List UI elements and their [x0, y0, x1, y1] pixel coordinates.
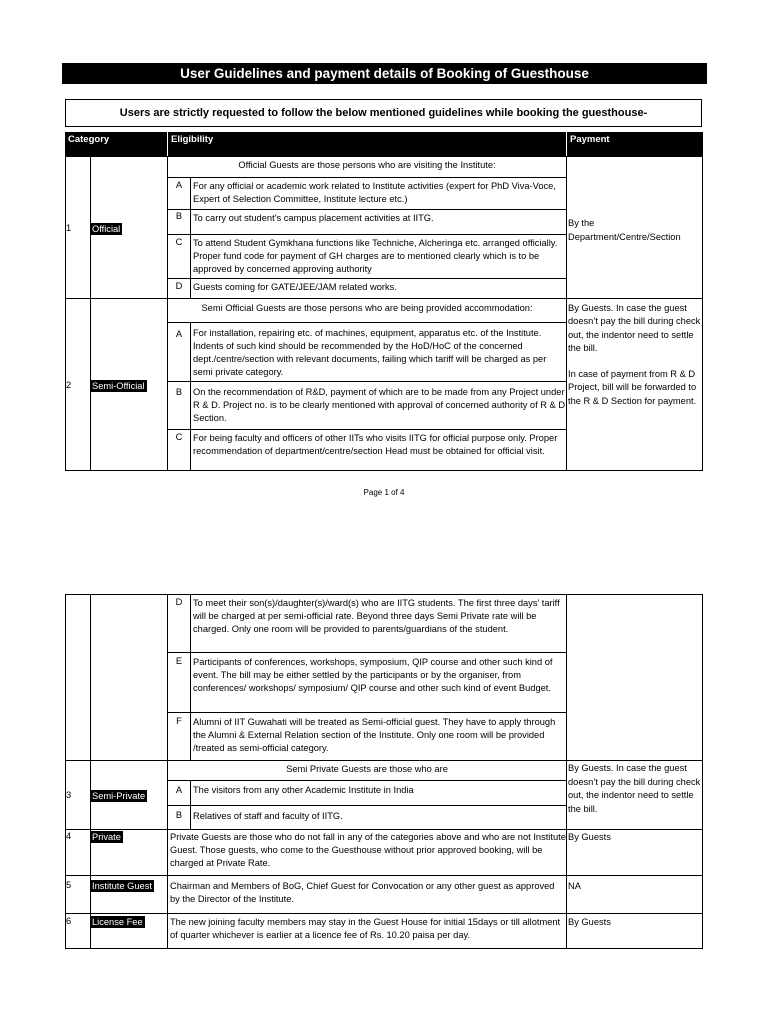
institute-guest-description: Chairman and Members of BoG, Chief Guest for Convocation or any other guest as approved by the Director of the Institute. — [167, 875, 567, 914]
license-fee-category-label: License Fee — [92, 917, 143, 927]
official-item-a: For any official or academic work related to Institute activities (expert for PhD Viva-Voce, Expert of Selection Committee, Institute lecture etc.) — [190, 177, 567, 210]
page-title: User Guidelines and payment details of Booking of Guesthouse — [62, 63, 707, 84]
semi-official-letter-c: C — [175, 432, 183, 442]
semi-official-letter-a: A — [175, 329, 183, 339]
header-payment: Payment — [566, 132, 703, 156]
semi-official-category-label: Semi-Official — [92, 381, 145, 391]
official-letter-c: C — [175, 237, 183, 247]
semi-official-intro: Semi Official Guests are those persons who are being provided accommodation: — [167, 298, 567, 323]
institute-guest-payment: NA — [568, 881, 581, 891]
semi-official-letter-f: F — [176, 716, 182, 726]
semi-private-letter-a: A — [175, 785, 183, 795]
semi-official-letter-d: D — [175, 597, 183, 607]
official-item-b: To carry out student’s campus placement activities at IITG. — [190, 209, 567, 235]
semi-official-item-b: On the recommendation of R&D, payment of which are to be made from any Project under R & D. Project no. is to be clearly mentioned with approval of concerned authority of R & D Section. — [190, 381, 567, 430]
semi-private-payment: By Guests. In case the guest doesn’t pay the bill during check out, the indentor need to settle the bill. — [568, 763, 701, 814]
semi-official-payment-1: By Guests. In case the guest doesn’t pay the bill during check out, the indentor need to settle the bill. — [568, 303, 701, 354]
semi-private-letter-b: B — [175, 810, 183, 820]
private-payment: By Guests — [568, 832, 611, 842]
page-number: Page 1 of 4 — [363, 488, 405, 497]
official-item-d: Guests coming for GATE/JEE/JAM related works. — [190, 278, 567, 299]
official-category-label: Official — [92, 224, 121, 234]
semi-official-letter-e: E — [175, 656, 183, 666]
official-letter-d: D — [175, 281, 183, 291]
semi-official-payment-2: In case of payment from R & D Project, bill will be forwarded to the R & D Section for payment. — [568, 369, 697, 406]
official-intro: Official Guests are those persons who are visiting the Institute: — [167, 156, 567, 178]
official-number: 1 — [66, 223, 72, 233]
semi-official-cont-num-cell — [65, 594, 91, 761]
institute-guest-category-label: Institute Guest — [92, 881, 152, 891]
semi-private-item-b: Relatives of staff and faculty of IITG. — [190, 805, 567, 830]
semi-official-cont-category-cell — [90, 594, 168, 761]
semi-official-letter-b: B — [175, 387, 183, 397]
private-description: Private Guests are those who do not fall in any of the categories above and who are not Institute Guest. Those guests, who come to the Guesthouse without prior approved booking, will be charged at Private Rate. — [167, 829, 567, 876]
semi-official-item-a: For installation, repairing etc. of machines, equipment, apparatus etc. of the Institute. Indents of such kind should be recommended by the HoD/HoC of the concerned dept./centre/section with relevant documents, failing which tariff will be charged as per semi private category. — [190, 322, 567, 382]
license-fee-payment: By Guests — [568, 917, 611, 927]
semi-official-item-c: For being faculty and officers of other IITs who visits IITG for official purpose only. Proper recommendation of department/centre/section Head must be obtained for official visit. — [190, 429, 567, 471]
semi-private-intro: Semi Private Guests are those who are — [167, 760, 567, 781]
license-fee-number: 6 — [66, 916, 72, 926]
private-category-label: Private — [92, 832, 121, 842]
official-item-c: To attend Student Gymkhana functions like Techniche, Alcheringa etc. arranged officially. Proper fund code for payment of GH charges are to mentioned clearly which is to be approved by concerned approving authority — [190, 234, 567, 279]
semi-official-item-d: To meet their son(s)/daughter(s)/ward(s) who are IITG students. The first three days’ tariff will be charged at per semi-official rate. Beyond three days Semi Private rate will be charged. Only one room will be provided to parents/guardians of the student. — [190, 594, 567, 653]
semi-official-item-e: Participants of conferences, workshops, symposium, QIP course and other such kind of event. The bill may be either settled by the participants or by the organiser, from conferences/ workshops/ symposium/ QIP course and other such kind of event Budget. — [190, 652, 567, 713]
semi-official-number: 2 — [66, 380, 72, 390]
semi-official-item-f: Alumni of IIT Guwahati will be treated as Semi-official guest. They have to apply through the Alumni & External Relation section of the Institute. Only one room will be provided /treated as semi-official category. — [190, 712, 567, 761]
guideline-notice: Users are strictly requested to follow the below mentioned guidelines while booking the guesthouse- — [65, 99, 702, 127]
official-payment: By the Department/Centre/Section — [568, 218, 681, 242]
private-number: 4 — [66, 831, 72, 841]
official-letter-a: A — [175, 180, 183, 190]
official-letter-b: B — [175, 211, 183, 221]
semi-private-number: 3 — [66, 790, 72, 800]
semi-official-cont-payment-cell — [566, 594, 703, 761]
semi-private-item-a: The visitors from any other Academic Institute in India — [190, 780, 567, 806]
license-fee-description: The new joining faculty members may stay in the Guest House for initial 15days or till allotment of quarter whichever is earlier at a licence fee of Rs. 10.20 paisa per day. — [167, 913, 567, 949]
semi-private-category-label: Semi-Private — [92, 791, 146, 801]
header-category: Category — [65, 132, 167, 156]
institute-guest-number: 5 — [66, 880, 72, 890]
header-eligibility: Eligibility — [167, 132, 566, 156]
